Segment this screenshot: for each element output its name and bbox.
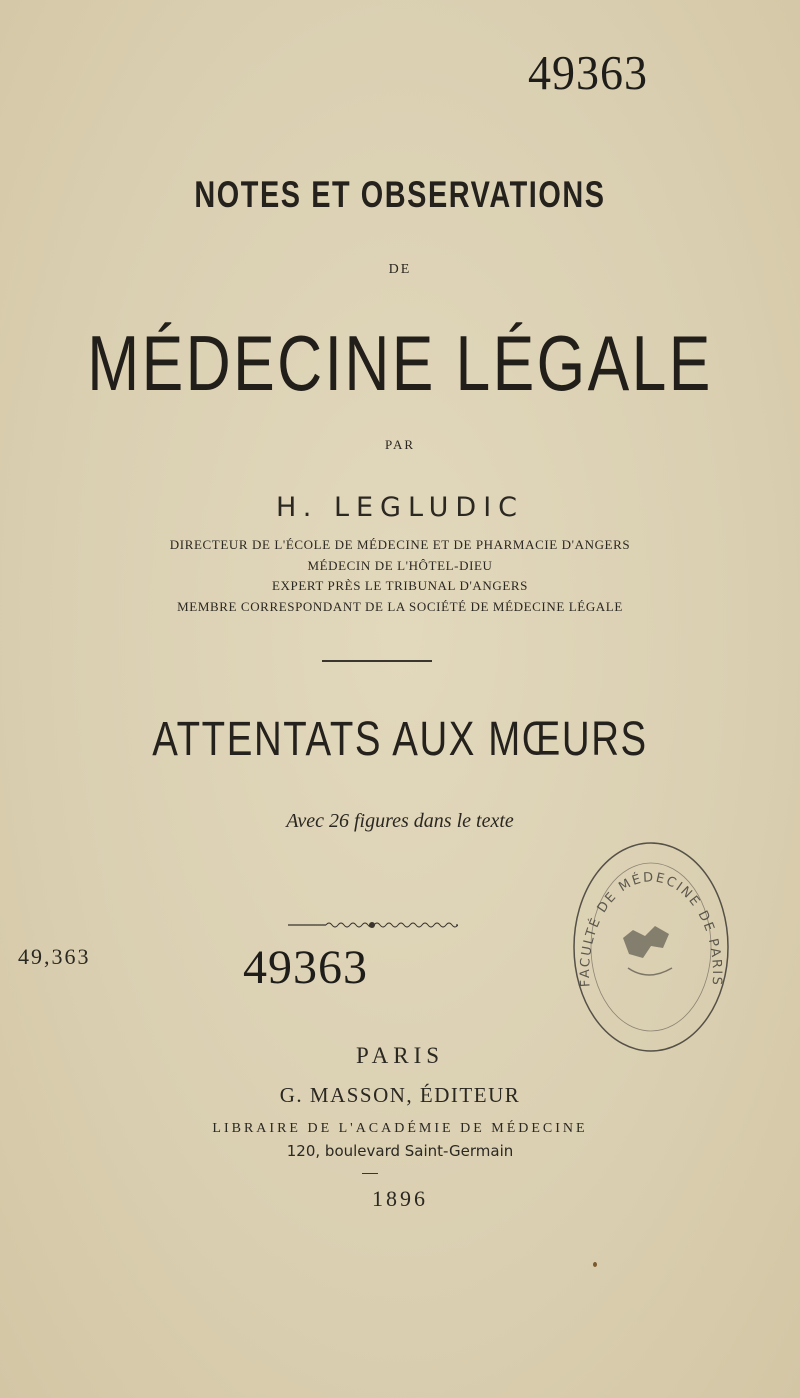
library-stamp [568, 838, 734, 1056]
imprint-year: 1896 [372, 1186, 428, 1211]
shelfmark-mid: 49363 [243, 941, 368, 994]
imprint-rule [362, 1173, 378, 1174]
par-label: PAR [384, 437, 416, 452]
shelfmark-left: 49,363 [18, 944, 91, 969]
shelfmark-top: 49363 [528, 45, 648, 100]
imprint-city: PARIS [355, 1043, 445, 1068]
imprint-publisher: G. MASSON, ÉDITEUR [279, 1083, 521, 1107]
credential-line: DIRECTEUR DE L'ÉCOLE DE MÉDECINE ET DE PHARMACIE D'ANGERS [169, 537, 631, 552]
connector-de: DE [388, 262, 412, 277]
main-title: MÉDECINE LÉGALE [87, 319, 713, 407]
imprint-address: 120, boulevard Saint-Germain [286, 1142, 514, 1160]
figures-note: Avec 26 figures dans le texte [286, 810, 514, 832]
credential-line: MÉDECIN DE L'HÔTEL-DIEU [307, 557, 493, 573]
series-title: NOTES ET OBSERVATIONS [194, 174, 606, 215]
paper-speck [593, 1262, 597, 1267]
credential-line: MEMBRE CORRESPONDANT DE LA SOCIÉTÉ DE MÉDECINE LÉGALE [177, 598, 623, 614]
imprint-library: LIBRAIRE DE L'ACADÉMIE DE MÉDECINE [212, 1121, 588, 1136]
ornament-rule [288, 915, 458, 935]
author-name: H. LEGLUDIC [275, 492, 525, 523]
credential-line: EXPERT PRÈS LE TRIBUNAL D'ANGERS [272, 578, 528, 593]
subtitle: ATTENTATS AUX MŒURS [152, 713, 648, 766]
author-credentials [0, 535, 800, 617]
svg-text:FACULTÉ DE MÉDECINE DE PARIS: FACULTÉ DE MÉDECINE DE PARIS [577, 870, 725, 988]
divider-rule [322, 660, 432, 662]
